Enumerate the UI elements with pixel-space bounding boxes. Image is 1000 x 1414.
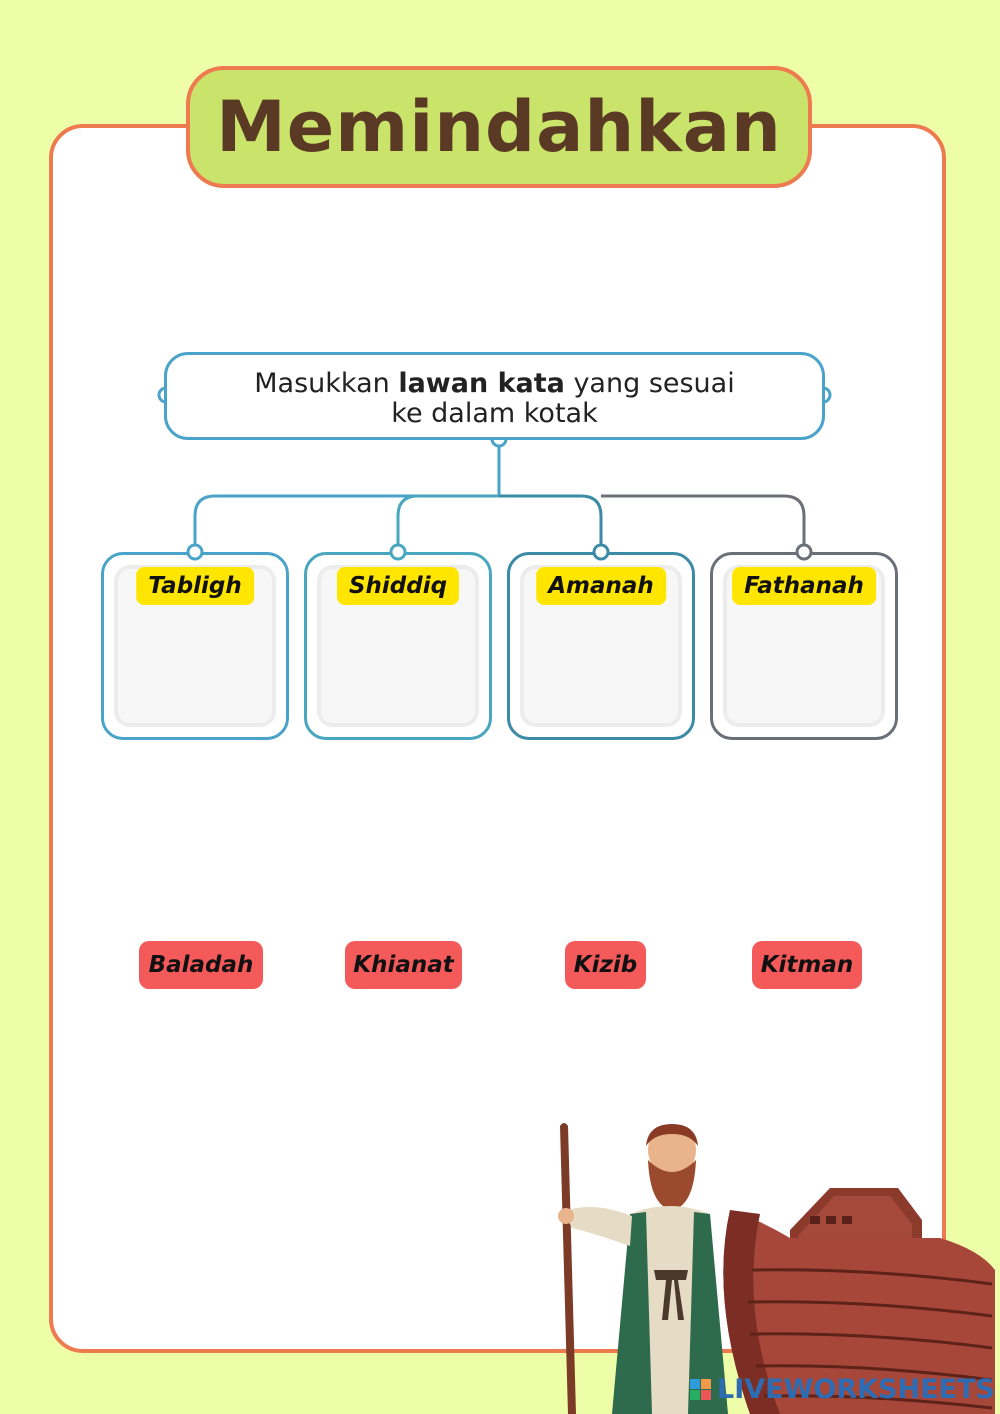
instruction-line2: ke dalam kotak bbox=[391, 398, 598, 429]
instruction-bold: lawan kata bbox=[398, 368, 565, 399]
brand-watermark bbox=[690, 1374, 995, 1405]
answer-chip-kitman[interactable]: Kitman bbox=[752, 941, 862, 989]
answer-chip-khianat[interactable]: Khianat bbox=[345, 941, 462, 989]
drop-box-amanah[interactable] bbox=[507, 552, 695, 740]
page-title: Memindahkan bbox=[216, 86, 782, 168]
instruction-suffix: yang sesuai bbox=[564, 368, 735, 399]
target-label: Shiddiq bbox=[337, 567, 459, 605]
drop-box-tabligh[interactable] bbox=[101, 552, 289, 740]
answer-chip-baladah[interactable]: Baladah bbox=[139, 941, 263, 989]
target-label: Amanah bbox=[536, 567, 666, 605]
answer-chip-kizib[interactable]: Kizib bbox=[565, 941, 646, 989]
drop-box-fathanah[interactable] bbox=[710, 552, 898, 740]
target-label: Tabligh bbox=[136, 567, 254, 605]
prophet-illustration bbox=[550, 1120, 730, 1414]
brand-logo-icon bbox=[690, 1379, 711, 1400]
title-banner bbox=[186, 66, 812, 188]
instruction-prefix: Masukkan bbox=[254, 368, 399, 399]
instruction-box bbox=[164, 352, 825, 440]
drop-box-shiddiq[interactable] bbox=[304, 552, 492, 740]
brand-text: LIVEWORKSHEETS bbox=[717, 1374, 995, 1405]
target-label: Fathanah bbox=[732, 567, 876, 605]
